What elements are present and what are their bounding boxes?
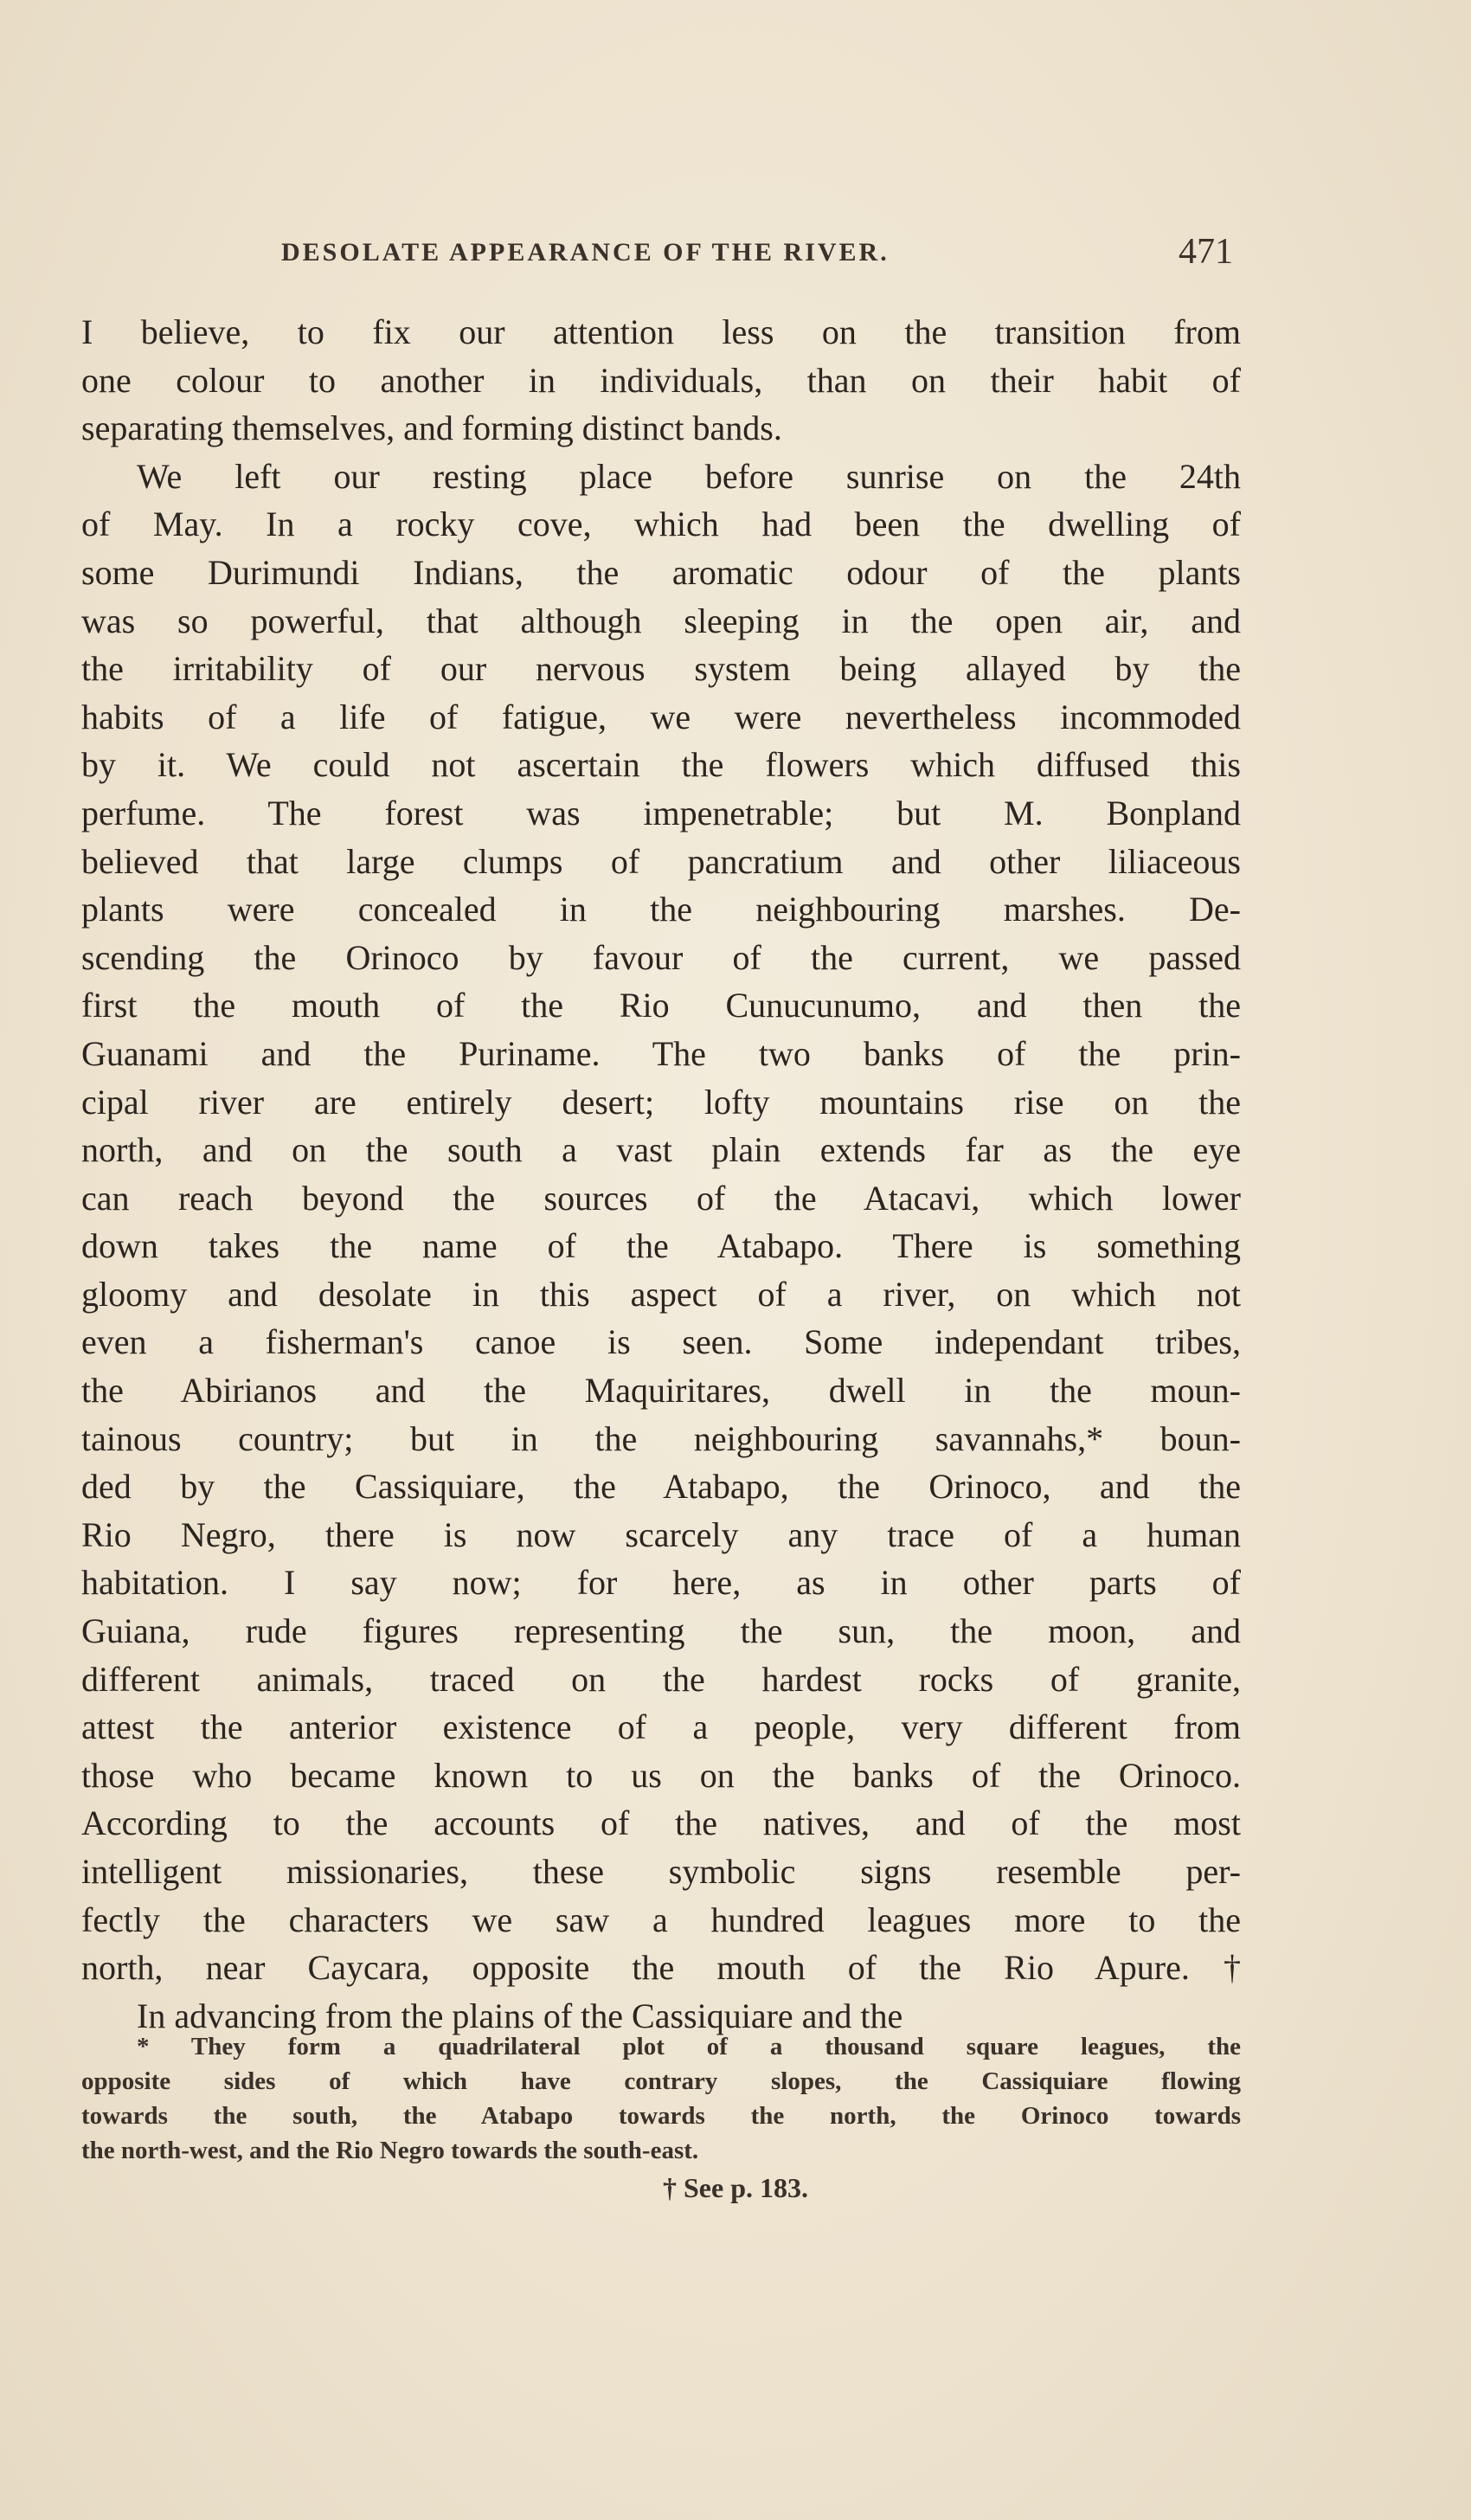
text-line: Guanami and the Puriname. The two banks of the prin- (81, 1033, 1241, 1073)
text-line: believed that large clumps of pancratium and other liliaceous (81, 841, 1241, 881)
text-line: cipal river are entirely desert; lofty mountains rise on the (81, 1082, 1241, 1122)
text-line: the Abirianos and the Maquiritares, dwell in the moun- (81, 1371, 1241, 1411)
text-line: can reach beyond the sources of the Atacavi, which lower (81, 1178, 1241, 1218)
text-line: scending the Orinoco by favour of the current, we passed (81, 937, 1241, 977)
text-line: habitation. I say now; for here, as in other parts of (81, 1563, 1241, 1603)
text-line: We left our resting place before sunrise on the 24th (137, 456, 1241, 496)
text-line: Guiana, rude figures representing the sun, the moon, and (81, 1611, 1241, 1651)
footnote-line: the north-west, and the Rio Negro towards the south-east. (81, 2137, 699, 2164)
text-line: attest the anterior existence of a people, very different from (81, 1707, 1241, 1747)
page-number: 471 (1179, 232, 1233, 272)
running-head: DESOLATE APPEARANCE OF THE RIVER. (281, 238, 890, 267)
text-line: north, near Caycara, opposite the mouth of the Rio Apure.† (81, 1948, 1241, 1988)
footnote-reference: † See p. 183. (663, 2172, 808, 2203)
text-line: even a fisherman's canoe is seen. Some independant tribes, (81, 1322, 1241, 1362)
text-line: plants were concealed in the neighbouring marshes. De- (81, 890, 1241, 929)
text-line: ded by the Cassiquiare, the Atabapo, the Orinoco, and the (81, 1467, 1241, 1507)
text-line: north, and on the south a vast plain extends far as the eye (81, 1130, 1241, 1170)
text-line: tainous country; but in the neighbouring savannahs,* boun- (81, 1418, 1241, 1458)
text-line: by it. We could not ascertain the flowers which diffused this (81, 745, 1241, 785)
text-line: one colour to another in individuals, than on their habit of (81, 360, 1241, 400)
text-line: first the mouth of the Rio Cunucunumo, and then the (81, 986, 1241, 1025)
footnotes (81, 2029, 1241, 2168)
text-line: separating themselves, and forming distinct bands. (81, 408, 782, 448)
text-line: Rio Negro, there is now scarcely any trace of a human (81, 1514, 1241, 1554)
text-line: the irritability of our nervous system being allayed by the (81, 649, 1241, 689)
body-text (81, 308, 1241, 2040)
text-line: intelligent missionaries, these symbolic signs resemble per- (81, 1852, 1241, 1891)
text-line: down takes the name of the Atabapo. There is something (81, 1226, 1241, 1266)
page-header (281, 232, 1233, 290)
footnote-line: towards the south, the Atabapo towards the north, the Orinoco towards (81, 2102, 1241, 2130)
footnote-line: * They form a quadrilateral plot of a thousand square leagues, the (137, 2033, 1241, 2060)
text-line: habits of a life of fatigue, we were nevertheless incommoded (81, 697, 1241, 736)
text-line: fectly the characters we saw a hundred leagues more to the (81, 1900, 1241, 1939)
text-line: According to the accounts of the natives, and of the most (81, 1803, 1241, 1843)
text-line: different animals, traced on the hardest rocks of granite, (81, 1659, 1241, 1699)
text-line: was so powerful, that although sleeping in the open air, and (81, 601, 1241, 640)
text-line: perfume. The forest was impenetrable; but M. Bonpland (81, 793, 1241, 832)
text-line: those who became known to us on the banks of the Orinoco. (81, 1755, 1241, 1795)
text-line: of May. In a rocky cove, which had been the dwelling of (81, 505, 1241, 544)
text-line: some Durimundi Indians, the aromatic odour of the plants (81, 552, 1241, 592)
text-line: In advancing from the plains of the Cassiquiare and the (137, 1996, 903, 2035)
footnote-line: opposite sides of which have contrary slopes, the Cassiquiare flowing (81, 2067, 1241, 2095)
text-line: gloomy and desolate in this aspect of a river, on which not (81, 1274, 1241, 1314)
text-line: I believe, to fix our attention less on the transition from (81, 312, 1241, 351)
